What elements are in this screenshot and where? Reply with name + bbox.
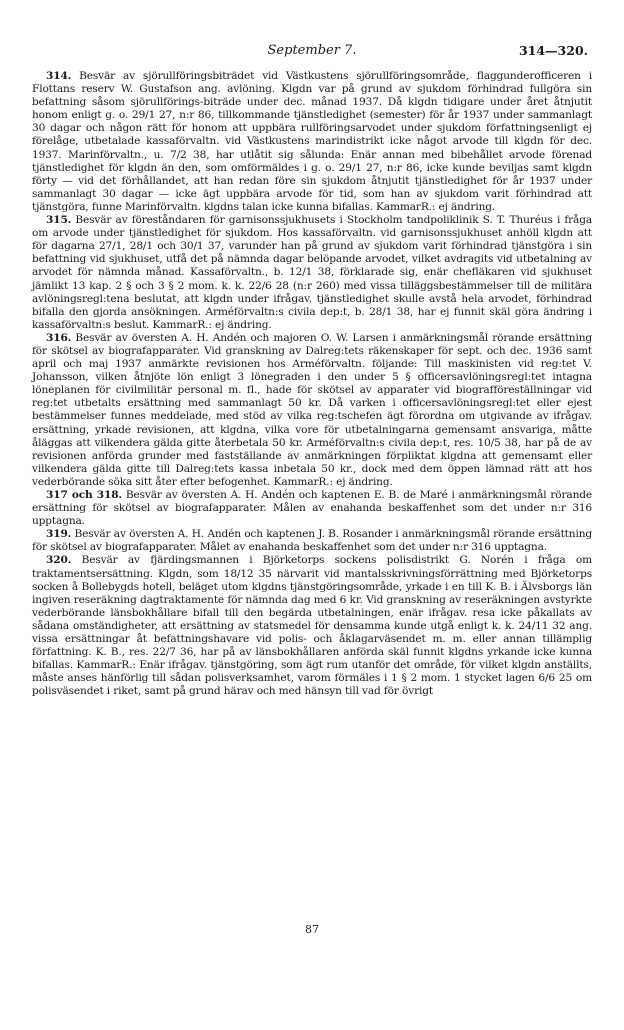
case-text: Besvär av översten A. H. Andén och majoren O. W. Larsen i anmärkningsmål rörande ersättning för skötsel av biografapparater. Vid granskning av Dalreg:tets räkenskaper för sept. och dec. 1936 samt april och maj 1937 anmärkte revisionen hos Arméförvaltn. följande: Till maskinisten vid reg:tet V. Johansson, vilken åtnjöte lön enligt 3 lönegraden i den under 5 § officersavlöningsregl:tet intagna löneplanen för civilmilitär personal m. fl., hade för skötsel av apparater vid biografföreställningar vid reg:tet utbetalts ersättning med sammanlagt 50 kr. Då varken i officersavlöningsregl:tet eller ejest bestämmelser funnes meddelade, med stöd av vilka reg:tschefen ägt förordna om utgivande av ifrågav. ersättning, yrkade revisionen, att klgdna, vilka vore för utbetalningarna gemensamt ansvariga, måtte åläggas att vilkendera gälda gitte återbetala 50 kr. Arméförvaltn:s civila dep:t, res. 10/5 38, har på de av revisionen anförda grunder med fastställande av anmärkningen förpliktat klgdna att gemensamt eller vilkendera gälda gitte till Dalreg:tets kassa inbetala 50 kr., dock med dem öppen lämnad rätt att hos vederbörande söka sitt åter efter befogenhet. KammarR.: ej ändring. [32, 331, 593, 488]
case-text: Besvär av översten A. H. Andén och kaptenen E. B. de Maré i anmärkningsmål rörande ersättning för skötsel av biografapparater. Målen av enahanda beskaffenhet som det under n:r 316 upptagna. [32, 489, 592, 528]
case-number: 315. [46, 214, 72, 227]
page-header [36, 43, 588, 63]
page-number: 87 [305, 923, 319, 936]
case-number: 314. [46, 70, 72, 82]
case-paragraph-314 [32, 70, 592, 214]
case-text: Besvär av sjörullföringsbiträdet vid Västkustens sjörullföringsområde, flaggunderofficeren i Flottans reserv W. Gustafson ang. avlöning. Klgdn var på grund av sjukdom förhindrad fullgöra sin befattning såsom sjörullförings-biträde under dec. månad 1937. Då klgdn tidigare under året åtnjutit honom enligt g. o. 29/1 27, n:r 86, tillkommande tjänstledighet (semester) för år 1937 under sammanlagt 30 dagar och någon rätt för honom att uppbära rullföringsarvodet under sjukdom författningsenligt ej förelåge, utbetalade kassaförvaltn. vid Västkustens marindistrikt icke något arvode till klgdn för dec. 1937. Marinförvaltn., u. 7/2 38, har utlåtit sig sålunda: Enär annan med bibehållet arvode förenad tjänstledighet för klgdn än den, som omförmäldes i g. o. 29/1 27, n:r 86, icke kunde beviljas samt klgdn förty — vid det förhållandet, att han redan före sin sjukdom åtnjutit tjänstledighet för år 1937 under sammanlagt 30 dagar — icke ägt uppbära arvode för tid, som han av sjukdom varit förhindrad att tjänstgöra, funne Marinförvaltn. klgdns talan icke kunna bifallas. KammarR.: ej ändring. [32, 70, 593, 213]
header-date: September 7. [267, 43, 357, 58]
case-paragraph-319 [32, 528, 592, 554]
case-text: Besvär av föreståndaren för garnisonssjukhusets i Stockholm tandpoliklinik S. T. Thuréus i fråga om arvode under tjänstledighet för sjukdom. Hos kassaförvaltn. vid garnisonssjukhuset anhöll klgdn att för dagarna 27/1, 28/1 och 30/1 37, varunder han på grund av sjukdom varit förhindrad tjänstgöra i sin befattning vid sjukhuset, utfå det på nämnda dagar belöpande arvodet, vilket avdragits vid utbetalning av arvodet för nämnda månad. Kassaförvaltn., b. 12/1 38, förklarade sig, enär chefläkaren vid sjukhuset jämlikt 13 kap. 2 § och 3 § 2 mom. k. k. 22/6 28 (n:r 260) med vissa tilläggsbestämmelser till de militära avlöningsregl:tena beslutat, att klgdn under ifrågav. tjänstledighet skulle avstå hela arvodet, förhindrad bifalla den gjorda ansökningen. Arméförvaltn:s civila dep:t, b. 28/1 38, har ej funnit skäl göra ändring i kassaförvaltn:s beslut. KammarR.: ej ändring. [32, 214, 593, 331]
case-number: 320. [46, 554, 72, 567]
header-case-range: 314—320. [518, 43, 588, 58]
case-number: 316. [46, 331, 72, 344]
case-number: 319. [46, 528, 72, 541]
case-text: Besvär av översten A. H. Andén och kaptenen J. B. Rosander i anmärkningsmål rörande ersättning för skötsel av biografapparater. Målet av enahanda beskaffenhet som det under n:r 316 upptagna. [32, 528, 593, 554]
case-paragraph-320 [32, 554, 592, 698]
case-paragraph-317-318 [32, 489, 592, 528]
case-paragraph-315 [32, 214, 592, 332]
body-text [32, 70, 592, 699]
case-text: Besvär av fjärdingsmannen i Björketorps sockens polisdistrikt G. Norén i fråga om traktamentsersättning. Klgdn, som 18/12 35 närvarit vid mantalsskrivningsförrättning med Björketorps socken å Bollebygds hotell, beläget utom klgdns tjänstgöringsområde, yrkade i en till K. B. i Älvsborgs län ingiven reseräkning dagtraktamente för nämnda dag med 6 kr. Vid granskning av reseräkningen avstyrkte vederbörande länsbokhållare bifall till den begärda utbetalningen, enär ifrågav. resa icke påkallats av sådana omständigheter, att ersättning av statsmedel för densamma kunde utgå enligt k. k. 24/11 32 ang. vissa ersättningar åt befattningshavare vid polis- och åklagarväsendet m. m. eller annan tillämplig författning. K. B., res. 22/7 36, har på av länsbokhållaren anförda skäl funnit klgdns yrkande icke kunna bifallas. KammarR.: Enär ifrågav. tjänstgöring, som ägt rum utanför det område, för vilket klgdn anställts, måste anses hänförlig till sådan polisverksamhet, varom förmäles i 1 § 2 mom. 1 stycket lagen 6/6 25 om polisväsendet i riket, samt på grund härav och med hänsyn till vad för övrigt [32, 554, 592, 698]
case-paragraph-316 [32, 332, 592, 489]
case-number: 317 och 318. [46, 489, 122, 501]
